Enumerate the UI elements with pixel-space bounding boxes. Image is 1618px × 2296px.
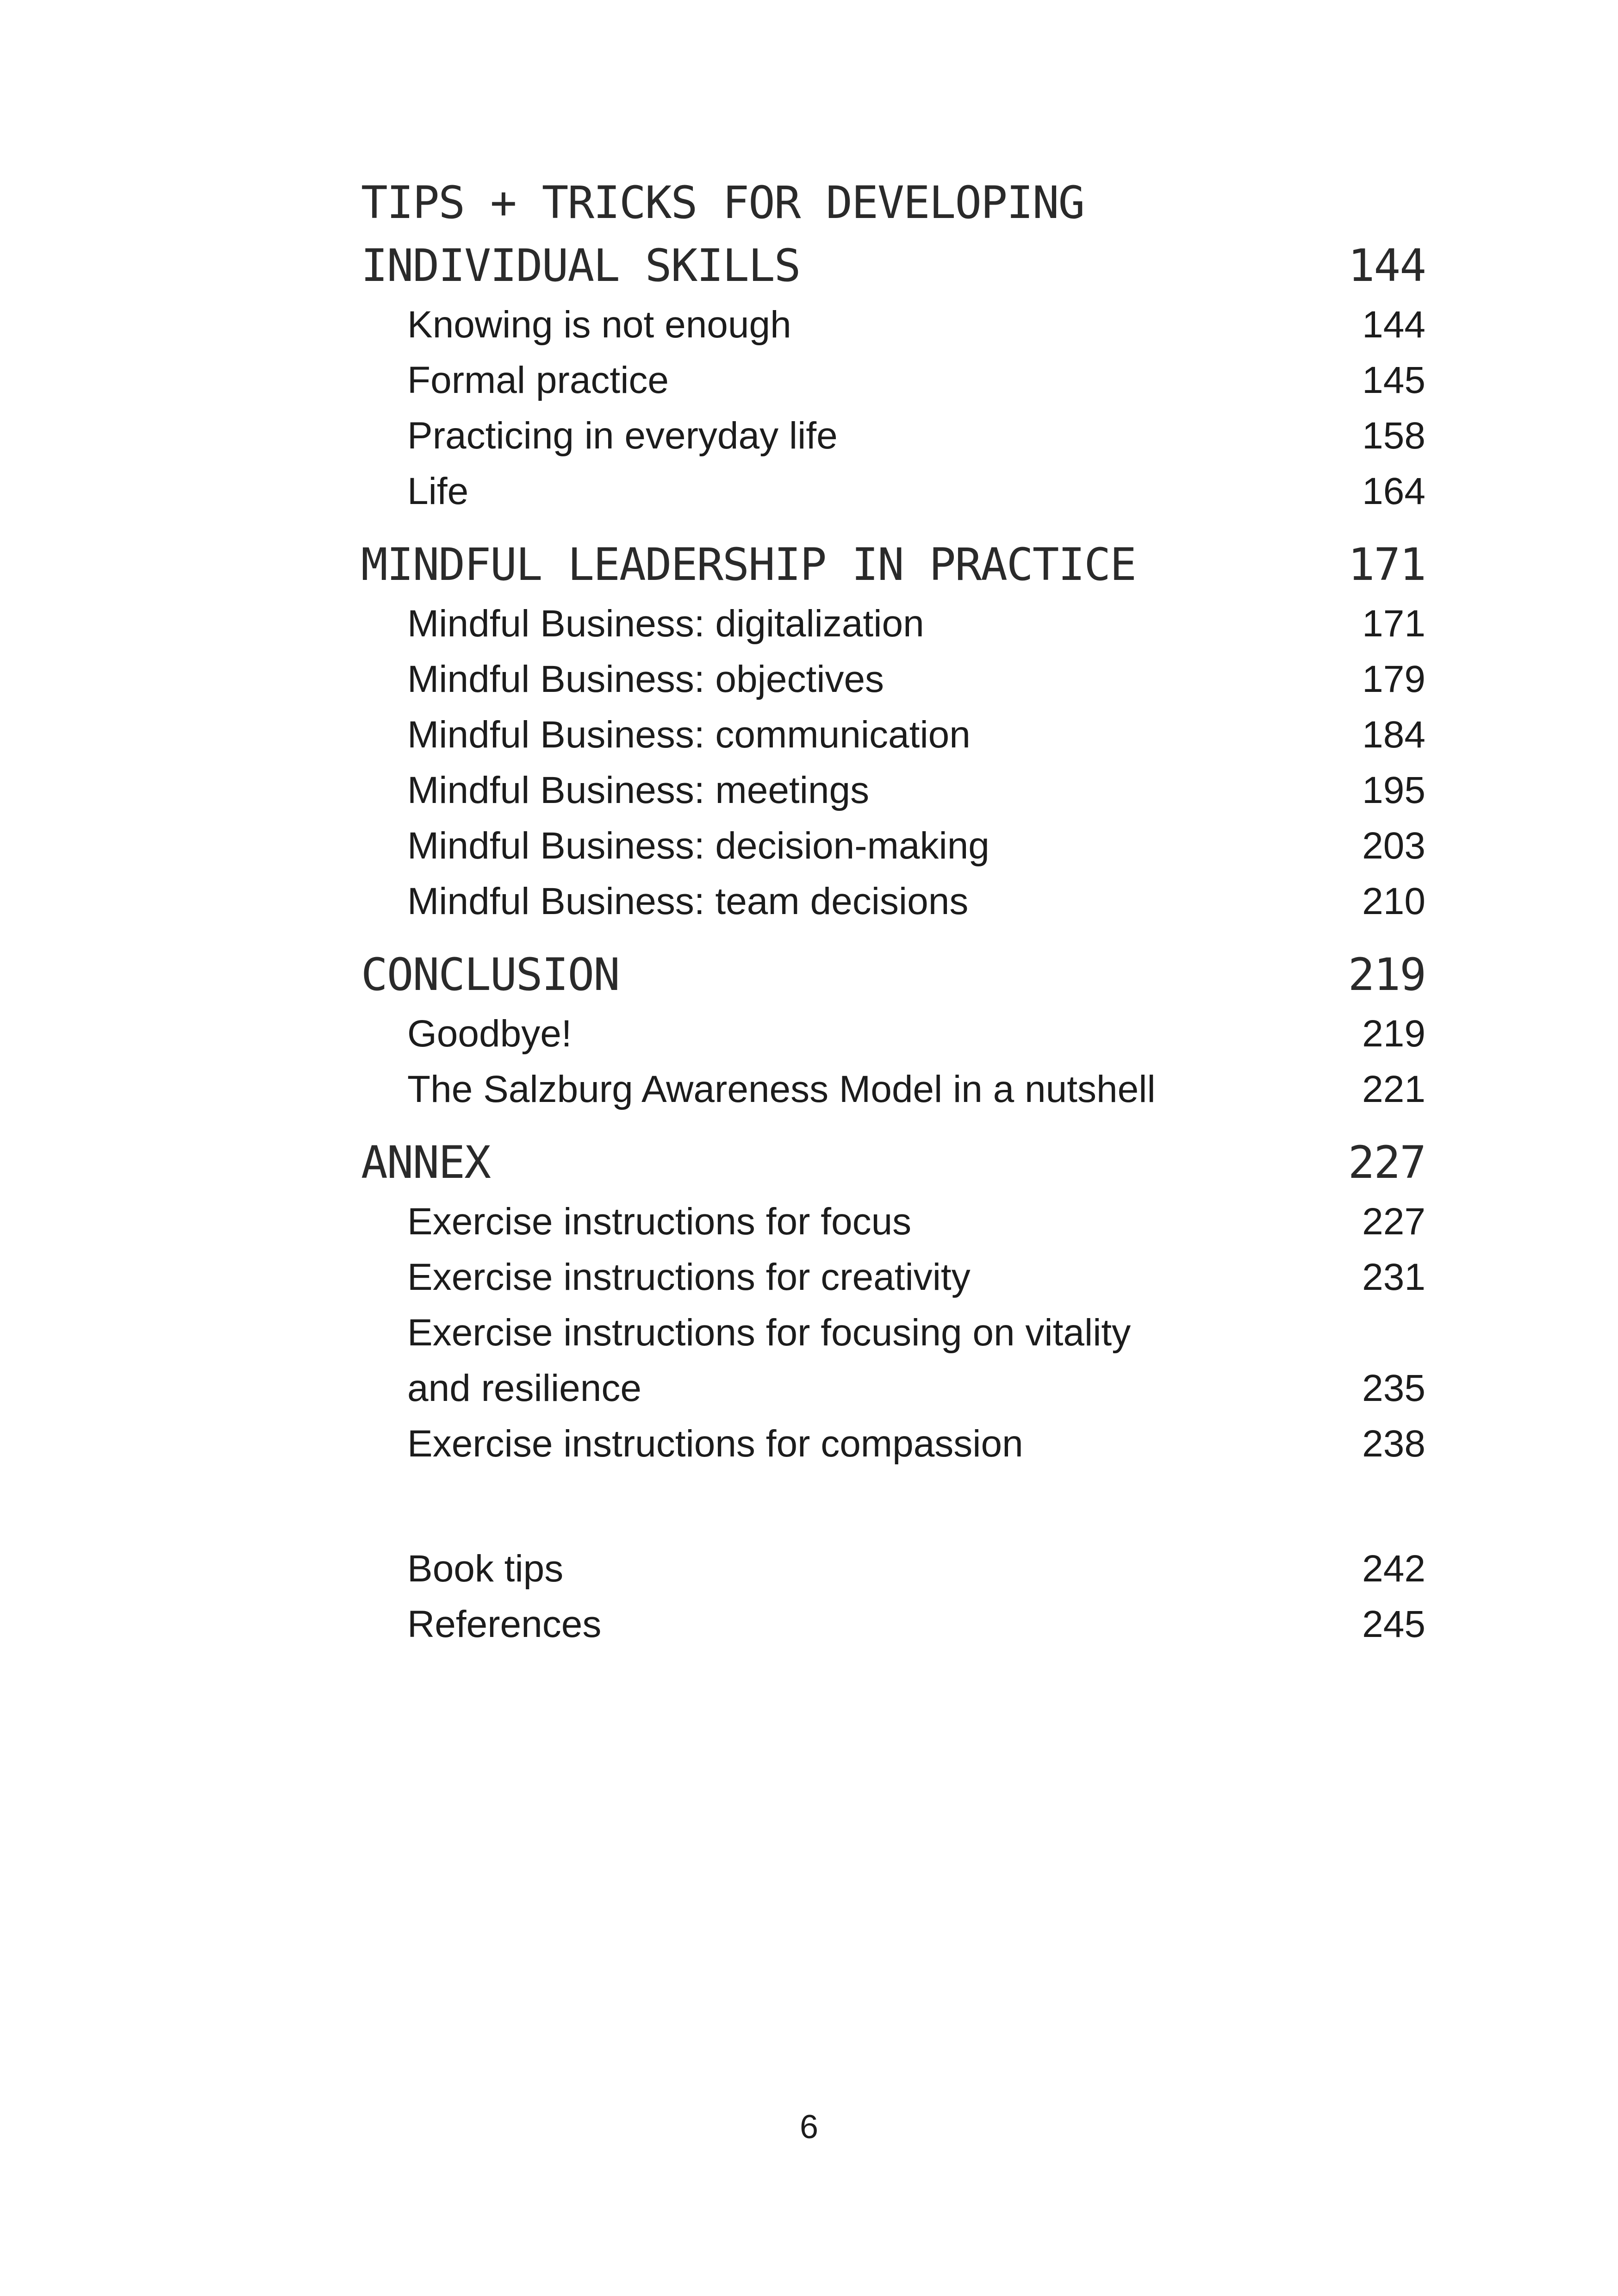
toc-entry[interactable]	[361, 596, 1425, 652]
toc-entry-page: 158	[1362, 415, 1425, 457]
section-heading-row[interactable]	[361, 533, 1425, 596]
section-heading-row[interactable]	[361, 943, 1425, 1006]
toc-entry-page: 245	[1362, 1603, 1425, 1645]
toc-entry[interactable]	[361, 353, 1425, 408]
toc-entry-page: 144	[1362, 304, 1425, 346]
toc-section-mindful-leadership	[361, 533, 1425, 929]
toc-entry[interactable]	[361, 763, 1425, 818]
toc-entry-page: 184	[1362, 714, 1425, 756]
toc-entry[interactable]	[361, 707, 1425, 763]
toc-entry-page: 179	[1362, 658, 1425, 700]
toc-section-extras	[361, 1541, 1425, 1652]
toc-entry-page: 210	[1362, 880, 1425, 922]
toc-entry-page: 242	[1362, 1548, 1425, 1590]
toc-entry-label: Mindful Business: decision-making	[407, 825, 989, 867]
toc-section-conclusion	[361, 943, 1425, 1117]
toc-entry-label: References	[407, 1603, 602, 1645]
toc-entry-label: Practicing in everyday life	[407, 415, 838, 457]
toc-entry[interactable]	[361, 1250, 1425, 1305]
toc-entry-label: Mindful Business: objectives	[407, 658, 884, 700]
toc-entry-label: Formal practice	[407, 359, 669, 401]
toc-entry[interactable]	[361, 408, 1425, 464]
toc-entry-page: 219	[1362, 1013, 1425, 1055]
toc-entry-page: 235	[1362, 1367, 1425, 1409]
section-title-line: INDIVIDUAL SKILLS	[361, 240, 800, 292]
toc-entry[interactable]	[361, 818, 1425, 874]
table-of-contents	[361, 171, 1425, 1666]
toc-entry-label: Exercise instructions for focusing on vitality	[407, 1312, 1131, 1354]
toc-entry[interactable]	[361, 874, 1425, 929]
section-heading-row[interactable]	[361, 234, 1425, 297]
toc-entry-label: Mindful Business: team decisions	[407, 880, 969, 922]
toc-entry-label: Mindful Business: digitalization	[407, 603, 924, 645]
section-page-number: 219	[1348, 949, 1425, 1001]
toc-entry-label: Book tips	[407, 1548, 564, 1590]
toc-entry-page: 164	[1362, 470, 1425, 512]
toc-entry-label: and resilience	[407, 1367, 641, 1409]
toc-entry-label: Exercise instructions for focus	[407, 1201, 912, 1243]
toc-entry-page: 221	[1362, 1068, 1425, 1110]
toc-entry[interactable]	[361, 1416, 1425, 1472]
section-title-line: MINDFUL LEADERSHIP IN PRACTICE	[361, 539, 1136, 591]
toc-entry[interactable]	[361, 1194, 1425, 1250]
section-page-number: 144	[1348, 240, 1425, 292]
toc-entry-label: Goodbye!	[407, 1013, 572, 1055]
toc-entry-label: Exercise instructions for creativity	[407, 1256, 971, 1298]
toc-entry[interactable]	[361, 1541, 1425, 1597]
section-page-number: 227	[1348, 1137, 1425, 1188]
toc-entry-label: Mindful Business: meetings	[407, 769, 870, 811]
toc-entry-label: Life	[407, 470, 469, 512]
toc-entry-page: 231	[1362, 1256, 1425, 1298]
toc-entry-label: Exercise instructions for compassion	[407, 1423, 1023, 1465]
section-heading-row[interactable]	[361, 1131, 1425, 1194]
toc-entry-page: 171	[1362, 603, 1425, 645]
toc-entry-page: 227	[1362, 1201, 1425, 1243]
toc-entry[interactable]	[361, 464, 1425, 519]
spacer	[361, 1486, 1425, 1541]
toc-entry[interactable]	[361, 1006, 1425, 1062]
toc-entry-page: 238	[1362, 1423, 1425, 1465]
toc-entry[interactable]	[361, 1597, 1425, 1652]
section-page-number: 171	[1348, 539, 1425, 591]
section-title-line: ANNEX	[361, 1137, 490, 1188]
toc-entry-label: The Salzburg Awareness Model in a nutshell	[407, 1068, 1156, 1110]
toc-entry[interactable]	[361, 1361, 1425, 1416]
section-title-line: TIPS + TRICKS FOR DEVELOPING	[361, 177, 1084, 229]
toc-entry[interactable]	[361, 297, 1425, 353]
toc-entry[interactable]	[361, 1062, 1425, 1117]
section-title-line: CONCLUSION	[361, 949, 619, 1001]
toc-entry[interactable]	[361, 652, 1425, 707]
toc-entry[interactable]	[361, 1305, 1425, 1361]
toc-entry-page: 195	[1362, 769, 1425, 811]
page-number: 6	[799, 2109, 819, 2146]
toc-entry-page: 203	[1362, 825, 1425, 867]
toc-section-annex	[361, 1131, 1425, 1472]
toc-entry-page: 145	[1362, 359, 1425, 401]
toc-entry-label: Knowing is not enough	[407, 304, 791, 346]
toc-entry-label: Mindful Business: communication	[407, 714, 971, 756]
toc-section-tips-tricks	[361, 171, 1425, 519]
